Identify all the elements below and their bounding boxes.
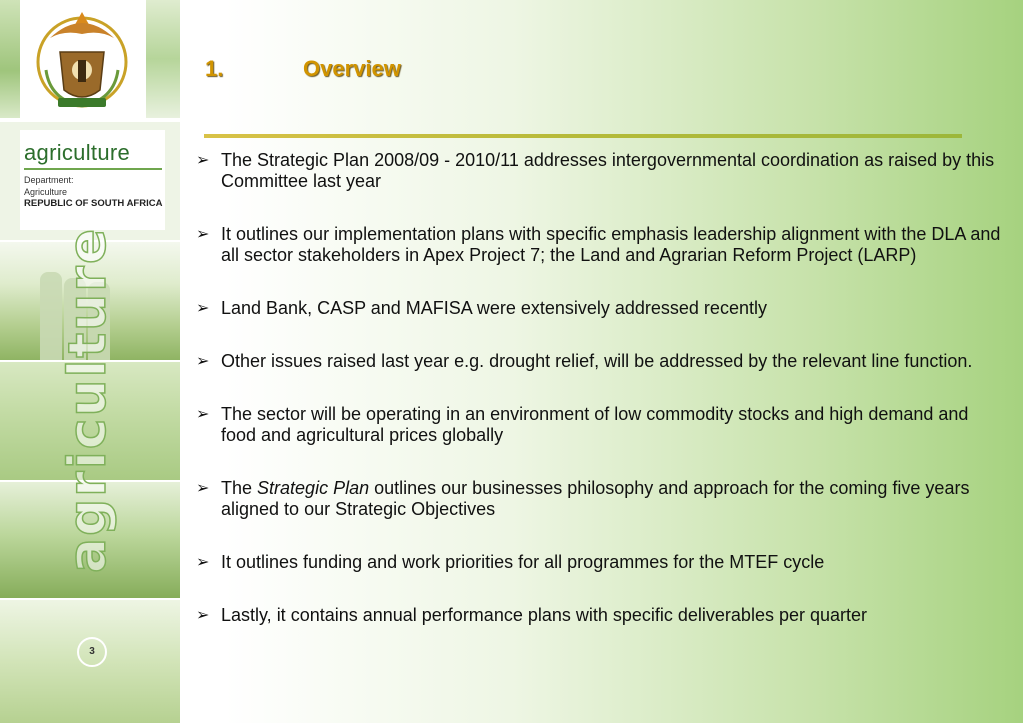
- section-number: 1.: [205, 56, 224, 81]
- bullet-text: The sector will be operating in an environment of low commodity stocks and high demand and food and agricultural prices globally: [221, 404, 969, 445]
- logo-line-3: REPUBLIC OF SOUTH AFRICA: [24, 198, 163, 209]
- bullet-list: [196, 150, 1008, 626]
- bullet-text-emphasis: Strategic Plan: [257, 478, 370, 498]
- bullet-text-prefix: The: [221, 478, 258, 498]
- logo-line-1: Department:: [24, 175, 74, 185]
- bullet-item: [196, 351, 1008, 372]
- bullet-text: It outlines our implementation plans with specific emphasis leadership alignment with the DLA and all sector stakeholders in Apex Project 7; the Land and Agrarian Reform Project (LARP): [221, 224, 1001, 265]
- sidebar-vertical-wordmark: agriculture: [58, 226, 118, 574]
- page-number: 3: [77, 637, 107, 667]
- arrow-bullet-icon: ➢: [196, 226, 210, 243]
- coat-of-arms: [20, 0, 145, 118]
- coat-of-arms-icon: [20, 0, 145, 118]
- bullet-text-suffix: outlines our businesses philosophy and approach for the coming five years aligned to our Strategic Objectives: [221, 478, 970, 519]
- bullet-item: [196, 150, 1008, 192]
- logo-divider: [24, 168, 162, 170]
- page-title: Overview: [303, 56, 401, 81]
- bullet-text: Land Bank, CASP and MAFISA were extensively addressed recently: [221, 298, 767, 318]
- bullet-item: [196, 478, 1008, 520]
- sidebar: [0, 0, 180, 723]
- bullet-item: [196, 605, 1008, 626]
- arrow-bullet-icon: ➢: [196, 480, 210, 497]
- bullet-text: The Strategic Plan 2008/09 - 2010/11 addresses intergovernmental coordination as raised by this Committee last year: [221, 150, 995, 191]
- arrow-bullet-icon: ➢: [196, 300, 210, 317]
- title-divider: [204, 134, 962, 138]
- bullet-text: It outlines funding and work priorities for all programmes for the MTEF cycle: [221, 552, 825, 572]
- arrow-bullet-icon: ➢: [196, 406, 210, 423]
- bullet-item: [196, 552, 1008, 573]
- bullet-item: [196, 224, 1008, 266]
- bullet-item: [196, 298, 1008, 319]
- arrow-bullet-icon: ➢: [196, 152, 210, 169]
- logo-wordmark: agriculture: [24, 140, 131, 165]
- bullet-text: [221, 478, 969, 519]
- bullet-text: Other issues raised last year e.g. drought relief, will be addressed by the relevant line function.: [221, 351, 973, 371]
- sidebar-photo-strip: [146, 0, 180, 118]
- arrow-bullet-icon: ➢: [196, 607, 210, 624]
- arrow-bullet-icon: ➢: [196, 554, 210, 571]
- sidebar-photo-strip: [0, 0, 20, 118]
- arrow-bullet-icon: ➢: [196, 353, 210, 370]
- bullet-text: Lastly, it contains annual performance plans with specific deliverables per quarter: [221, 605, 868, 625]
- logo-line-2: Agriculture: [24, 187, 68, 197]
- bullet-item: [196, 404, 1008, 446]
